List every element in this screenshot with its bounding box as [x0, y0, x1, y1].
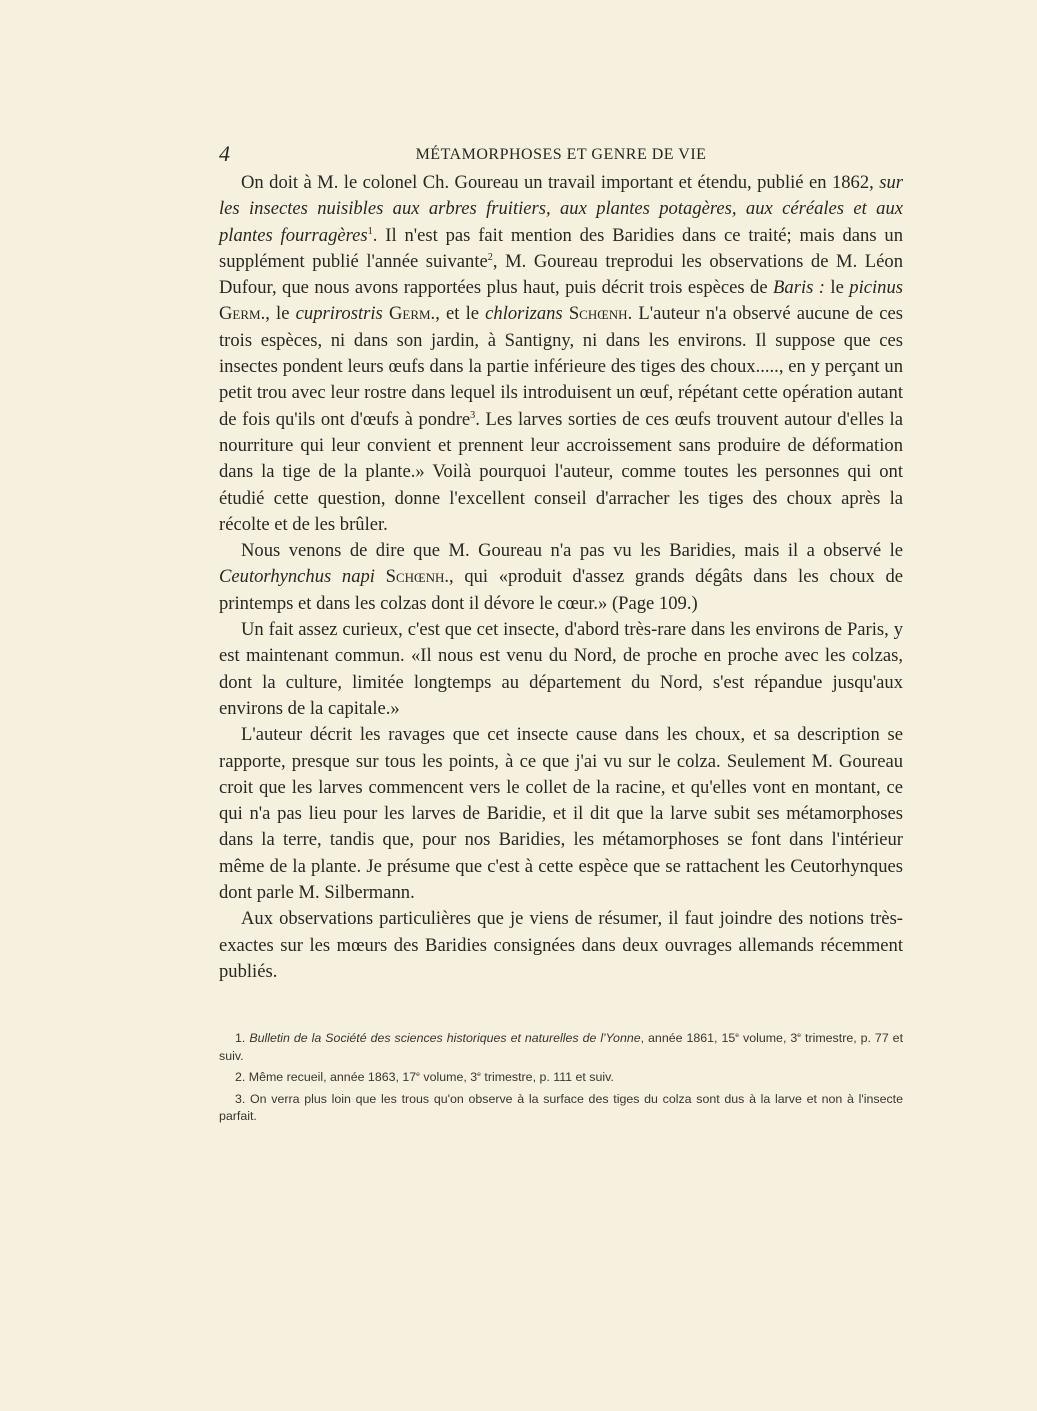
ordinal-suffix: e	[416, 1070, 420, 1078]
text-run: trimestre, p. 77 et suiv.	[219, 1031, 904, 1063]
author-abbrev: Germ.	[388, 303, 436, 325]
text-run: L'auteur n'a observé aucune de ces trois espèces, ni dans son jardin, à Santigny, ni dans les environs. Il suppose que ces insectes pondent leurs œufs dans la partie inférieure des tiges des choux....., en y perçant un petit trou avec leur rostre dans lequel ils introduisent un œuf, répétant cette opération autant de fois qu'ils ont d'œufs à pondre	[219, 303, 903, 430]
text-run: , année 1861, 15	[640, 1031, 736, 1045]
footnotes	[219, 1030, 903, 1130]
italic-species: Ceutorhynchus napi	[219, 566, 375, 588]
text-run: le	[824, 277, 850, 299]
italic-species: chlorizans	[485, 303, 563, 325]
text-run: 2. Même recueil, année 1863, 17	[235, 1070, 417, 1084]
text-run	[375, 566, 386, 587]
ordinal-suffix: e	[477, 1070, 481, 1078]
paragraph: Aux observations particulières que je viens de résumer, il faut joindre des notions très-exactes sur les mœurs des Baridies consignées dans deux ouvrages allemands récemment publiés.	[219, 908, 903, 982]
footnote-3: 3. On verra plus loin que les trous qu'on observe à la surface des tiges du colza sont dus à la larve et non à l'insecte parfait.	[219, 1091, 903, 1123]
paragraph	[219, 538, 903, 617]
ordinal-suffix: e	[735, 1031, 740, 1039]
running-title: MÉTAMORPHOSES ET GENRE DE VIE	[415, 146, 707, 163]
italic-genus: Baris :	[773, 277, 825, 299]
text-run: . Il n'est pas fait mention des Baridies dans ce traité; mais dans un supplément publié l'année suivante	[219, 224, 903, 272]
footnote-number: 1.	[235, 1031, 250, 1045]
text-run: volume, 3	[739, 1031, 798, 1045]
text-run: volume, 3	[419, 1070, 478, 1084]
paragraph: L'auteur décrit les ravages que cet insecte cause dans les choux, et sa description se rapporte, presque sur tous les points, à ce que j'ai vu sur le colza. Seulement M. Goureau croit que les larves commencent vers le collet de la racine, et qu'elles vont en montant, ce qui n'a pas lieu pour les larves de Baridie, et il dit que la larve subit ses métamorphoses dans la terre, tandis que, pour nos Baridies, les métamorphoses se font dans l'intérieur même de la plante. Je présume que c'est à cette espèce que se rattachent les Ceutorhynques dont parle M. Silbermann.	[219, 724, 903, 904]
running-head	[219, 142, 903, 166]
italic-title: Bulletin de la Société des sciences historiques et naturelles de l'Yonne	[249, 1031, 641, 1045]
footnote-ref: 3	[470, 409, 476, 421]
footnote-ref: 2	[487, 251, 493, 263]
paragraph: Un fait assez curieux, c'est que cet insecte, d'abord très-rare dans les environs de Paris, y est maintenant commun. «Il nous est venu du Nord, de proche en proche avec les colzas, dont la culture, limitée longtemps au département du Nord, s'est répandue jusqu'aux environs de la capitale.»	[219, 619, 903, 719]
author-abbrev: Schœnh.	[385, 566, 450, 588]
author-abbrev: Schœnh.	[568, 303, 633, 325]
italic-species: picinus	[849, 277, 904, 299]
footnote-2	[219, 1069, 903, 1087]
italic-title: sur les insectes nuisibles aux arbres fruitiers, aux plantes potagères, aux céréales et aux plantes fourragères	[219, 172, 903, 246]
text-run: , qui «produit d'assez grands dégâts dans les choux de printemps et dans les colzas dont il dévore le cœur.» (Page 109.)	[219, 566, 903, 614]
ordinal-suffix: e	[797, 1031, 802, 1039]
text-run: On doit à M. le colonel Ch. Goureau un travail important et étendu, publié en 1862,	[241, 172, 880, 193]
italic-species: cuprirostris	[295, 303, 383, 325]
footnote-ref: 1	[367, 225, 373, 237]
text-run: trimestre, p. 111 et suiv.	[480, 1070, 614, 1084]
body-text	[219, 170, 903, 985]
text-run: , M. Goureau treprodui les observations de M. Léon Dufour, que nous avons rapportées plus haut, puis décrit trois espèces de	[219, 250, 903, 299]
text-run: , et le	[435, 303, 486, 325]
footnote-1	[219, 1030, 903, 1065]
text-run: Nous venons de dire que M. Goureau n'a pas vu les Baridies, mais il a observé le	[241, 540, 903, 562]
paragraph	[219, 170, 903, 538]
page-number: 4	[219, 141, 230, 166]
author-abbrev: Germ.	[219, 303, 266, 325]
text-run: . Les larves sorties de ces œufs trouvent autour d'elles la nourriture qui leur convient et prennent leur accroissement sans produire de déformation dans la tige de la plante.» Voilà pourquoi l'auteur, comme toutes les personnes qui ont étudié cette question, donne l'excellent conseil d'arracher les tiges des choux après la récolte et de les brûler.	[219, 408, 903, 535]
text-run: , le	[265, 303, 296, 325]
